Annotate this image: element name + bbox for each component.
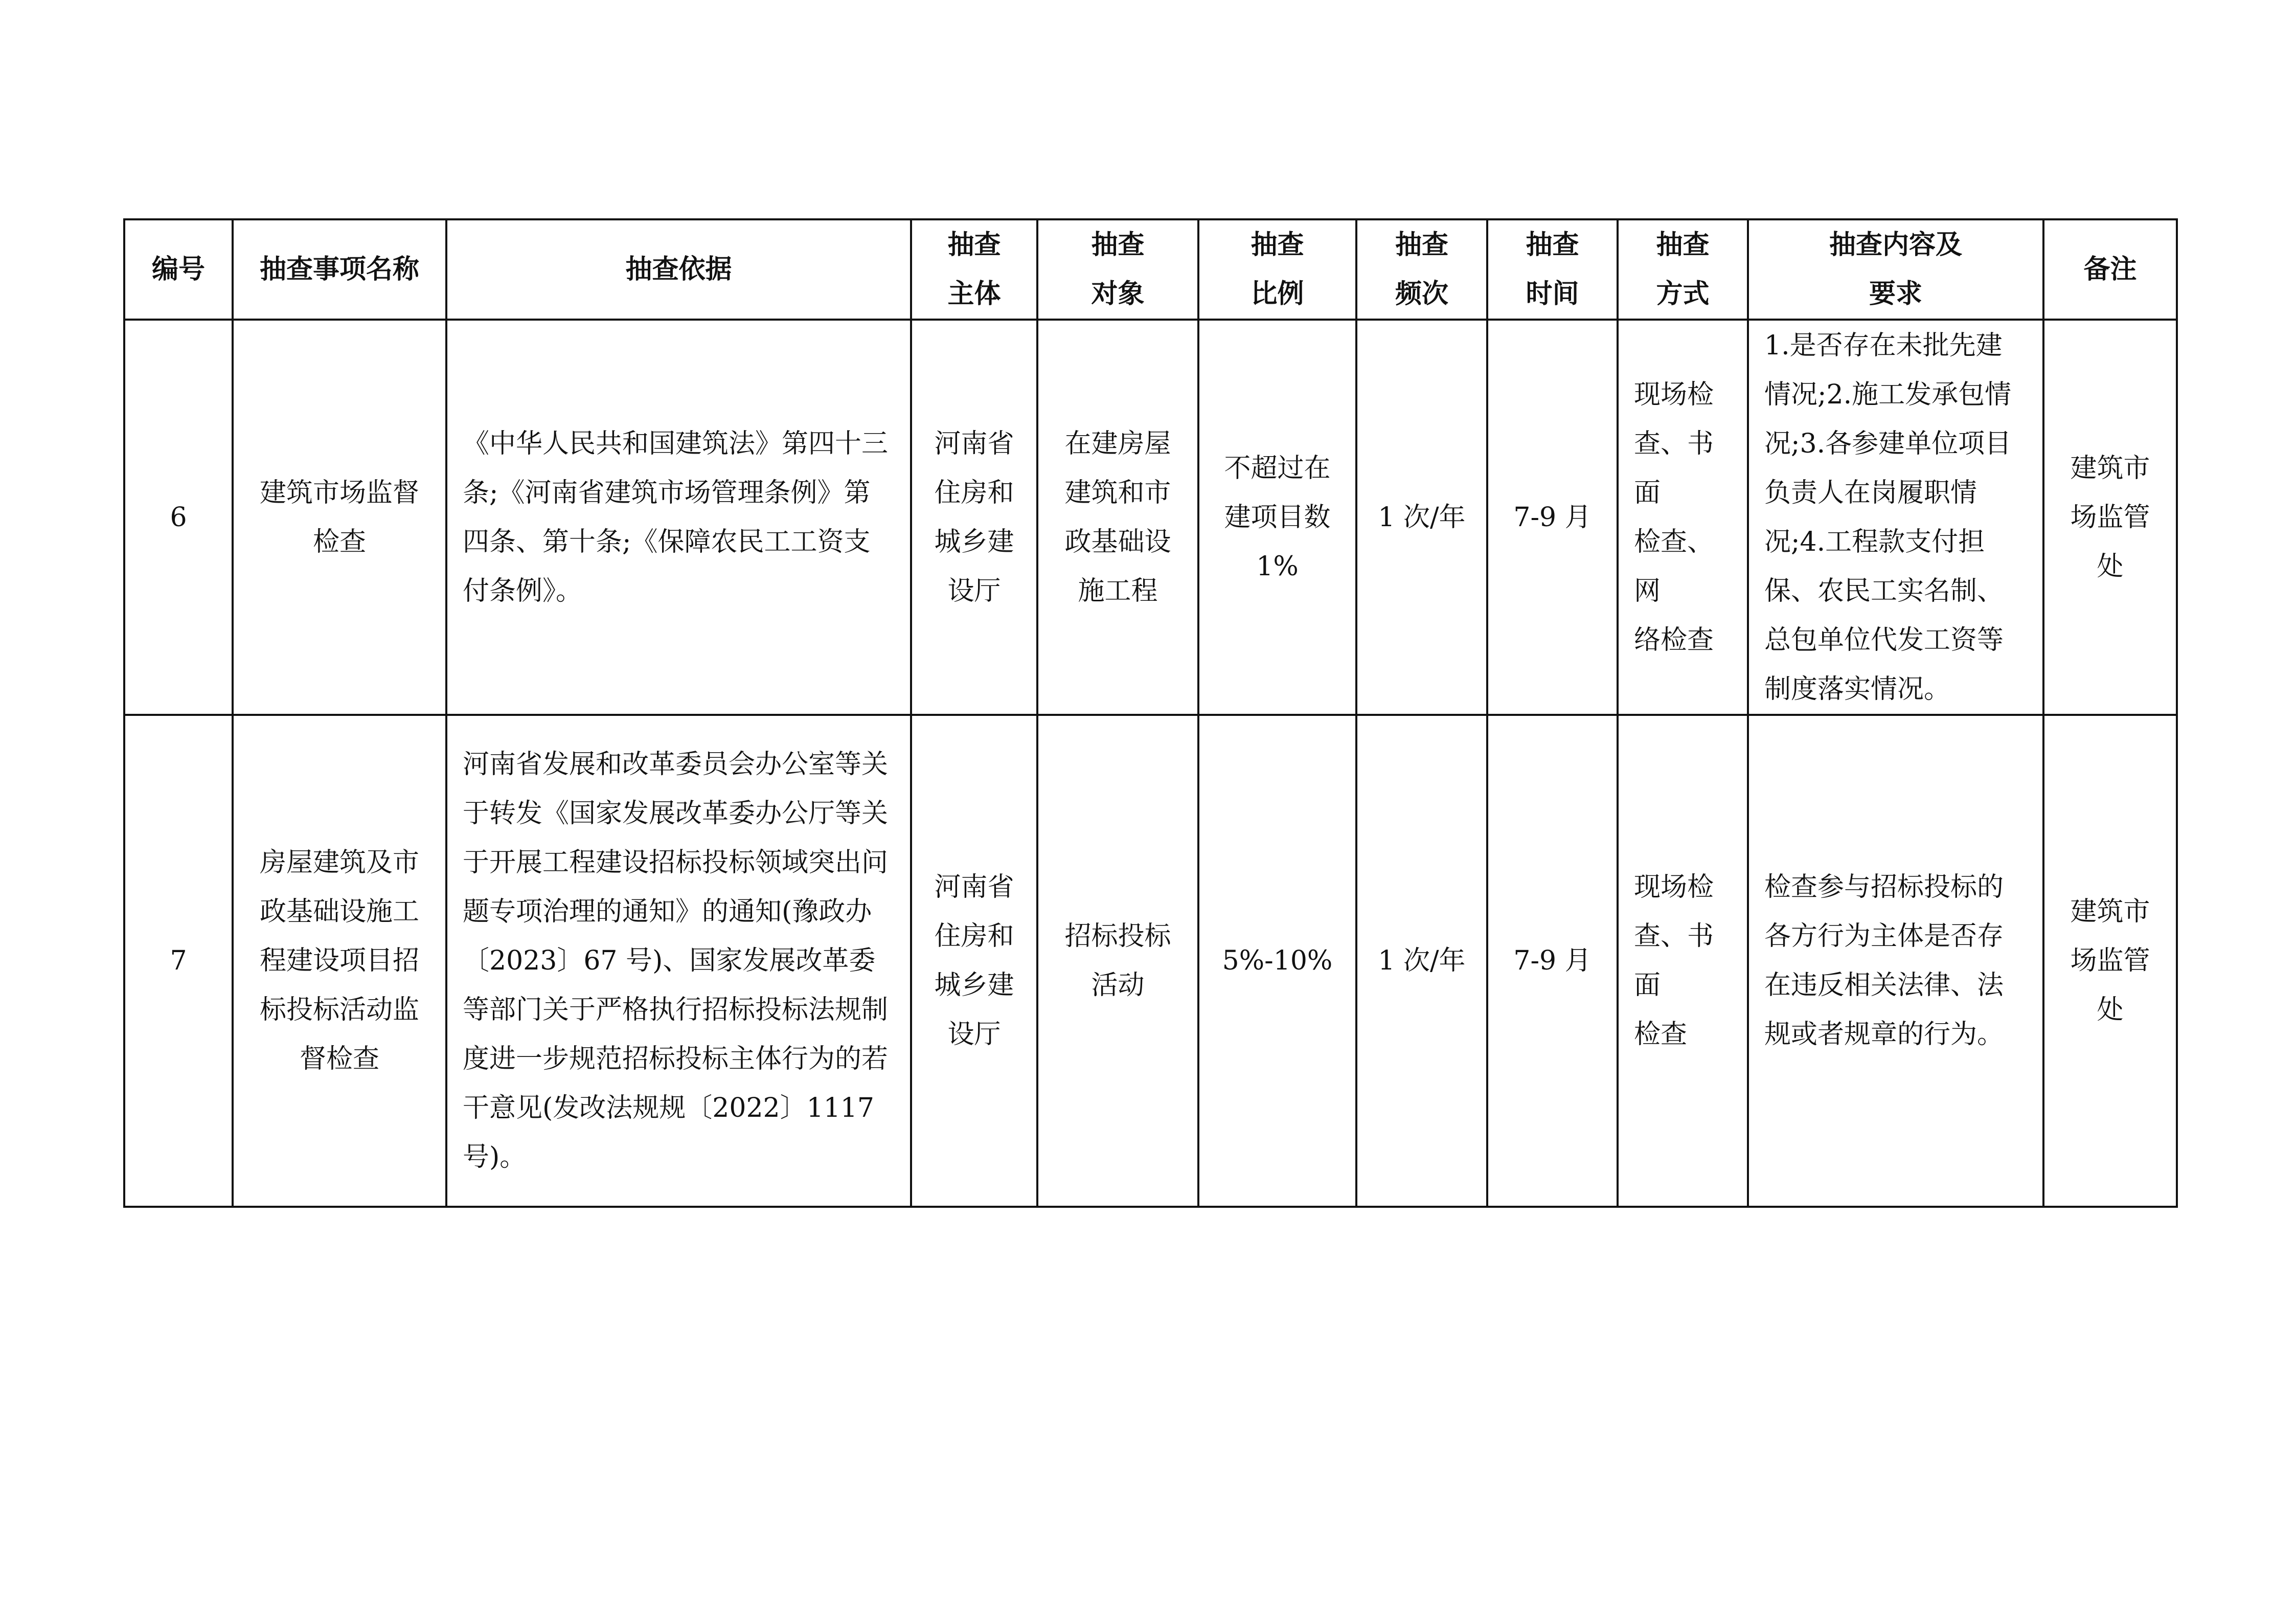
header-frequency: 抽查 频次 [1356, 219, 1487, 320]
cell-frequency: 1 次/年 [1356, 715, 1487, 1207]
cell-number: 7 [124, 715, 233, 1207]
cell-frequency: 1 次/年 [1356, 320, 1487, 715]
header-basis: 抽查依据 [446, 219, 911, 320]
header-item-name: 抽查事项名称 [233, 219, 446, 320]
cell-number: 6 [124, 320, 233, 715]
table-row [124, 320, 2177, 715]
cell-subject: 河南省 住房和 城乡建 设厅 [911, 320, 1037, 715]
cell-content: 1.是否存在未批先建情况;2.施工发承包情况;3.各参建单位项目负责人在岗履职情况;4.工程款支付担保、农民工实名制、总包单位代发工资等制度落实情况。 [1748, 320, 2043, 715]
header-object: 抽查 对象 [1037, 219, 1198, 320]
header-number: 编号 [124, 219, 233, 320]
cell-object: 在建房屋 建筑和市 政基础设 施工程 [1037, 320, 1198, 715]
cell-content: 检查参与招标投标的各方行为主体是否存在违反相关法律、法规或者规章的行为。 [1748, 715, 2043, 1207]
cell-remark: 建筑市 场监管 处 [2043, 320, 2177, 715]
header-remark: 备注 [2043, 219, 2177, 320]
header-time: 抽查 时间 [1487, 219, 1618, 320]
cell-basis: 《中华人民共和国建筑法》第四十三条;《河南省建筑市场管理条例》第四条、第十条;《保障农民工工资支付条例》。 [446, 320, 911, 715]
header-subject: 抽查 主体 [911, 219, 1037, 320]
cell-method: 现场检 查、书面 检查 [1618, 715, 1748, 1207]
inspection-table [123, 218, 2178, 1208]
cell-basis: 河南省发展和改革委员会办公室等关于转发《国家发展改革委办公厅等关于开展工程建设招标投标领域突出问题专项治理的通知》的通知(豫政办〔2023〕67 号)、国家发展改革委等部门关于严格执行招标投标法规制度进一步规范招标投标主体行为的若干意见(发改法规规〔2022〕1117 号)。 [446, 715, 911, 1207]
cell-time: 7-9 月 [1487, 715, 1618, 1207]
header-content: 抽查内容及 要求 [1748, 219, 2043, 320]
cell-ratio: 5%-10% [1198, 715, 1356, 1207]
cell-remark: 建筑市 场监管 处 [2043, 715, 2177, 1207]
table-row [124, 715, 2177, 1207]
header-method: 抽查 方式 [1618, 219, 1748, 320]
cell-item-name: 房屋建筑及市 政基础设施工 程建设项目招 标投标活动监 督检查 [233, 715, 446, 1207]
cell-time: 7-9 月 [1487, 320, 1618, 715]
cell-ratio: 不超过在 建项目数 1% [1198, 320, 1356, 715]
cell-object: 招标投标 活动 [1037, 715, 1198, 1207]
cell-subject: 河南省 住房和 城乡建 设厅 [911, 715, 1037, 1207]
cell-method: 现场检 查、书面 检查、网 络检查 [1618, 320, 1748, 715]
table-header-row [124, 219, 2177, 320]
cell-item-name: 建筑市场监督 检查 [233, 320, 446, 715]
header-ratio: 抽查 比例 [1198, 219, 1356, 320]
